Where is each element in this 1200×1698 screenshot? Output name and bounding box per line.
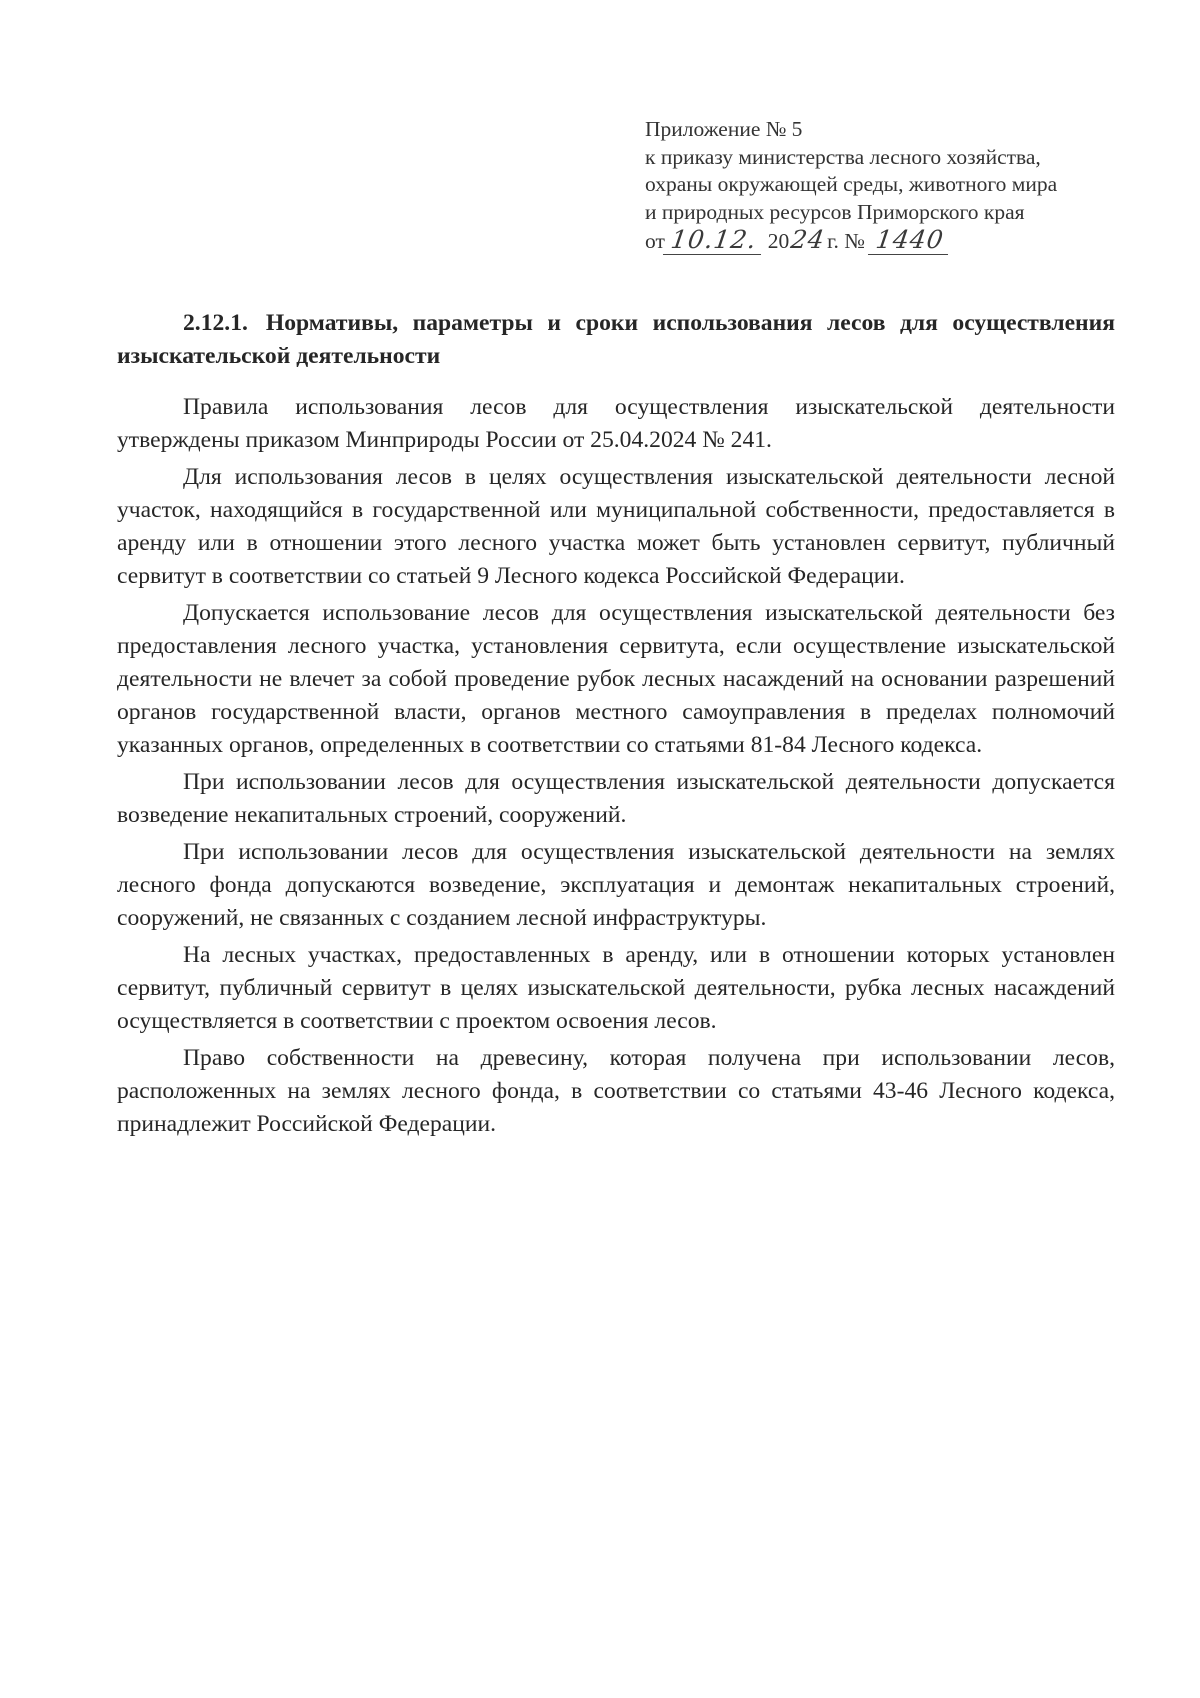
appendix-date-line <box>645 226 1145 256</box>
year-prefix: 20 <box>767 229 790 253</box>
paragraph: При использовании лесов для осуществления изыскательской деятельности допускается возведение некапитальных строений, сооружений. <box>117 769 1115 828</box>
year-suffix: г. № <box>827 229 865 253</box>
handwritten-order-number: 1440 <box>868 226 952 255</box>
paragraph: Право собственности на древесину, которая получена при использовании лесов, расположенных на землях лесного фонда, в соответствии со статьями 43-46 Лесного кодекса, принадлежит Российской Федерации. <box>117 1045 1115 1137</box>
paragraph: Для использования лесов в целях осуществления изыскательской деятельности лесной участок, находящийся в государственной или муниципальной собственности, предоставляется в аренду или в отношении этого лесного участка может быть установлен сервитут, публичный сервитут в соответствии со статьей 9 Лесного кодекса Российской Федерации. <box>117 464 1115 589</box>
section-title: Нормативы, параметры и сроки использования лесов для осуществления изыскательской деятельности <box>117 310 1115 369</box>
date-prefix: от <box>645 229 665 253</box>
handwritten-year: 24 <box>789 225 828 254</box>
paragraph: При использовании лесов для осуществления изыскательской деятельности на землях лесного фонда допускаются возведение, эксплуатация и демонтаж некапитальных строений, сооружений, не связанных с созданием лесной инфраструктуры. <box>117 839 1115 931</box>
appendix-header <box>645 116 1145 256</box>
appendix-title: Приложение № 5 <box>645 117 803 141</box>
paragraph: Правила использования лесов для осуществления изыскательской деятельности утверждены приказом Минприроды России от 25.04.2024 № 241. <box>117 394 1115 453</box>
paragraph: Допускается использование лесов для осуществления изыскательской деятельности без предоставления лесного участка, установления сервитута, если осуществление изыскательской деятельности не влечет за собой проведение рубок лесных насаждений на основании разрешений органов государственной власти, органов местного самоуправления в пределах полномочий указанных органов, определенных в соответствии со статьями 81-84 Лесного кодекса. <box>117 600 1115 758</box>
document-body <box>117 307 1115 1145</box>
appendix-order-line-2: охраны окружающей среды, животного мира <box>645 172 1058 196</box>
appendix-order-line-3: и природных ресурсов Приморского края <box>645 199 1025 224</box>
section-heading <box>117 307 1115 373</box>
paragraph: На лесных участках, предоставленных в аренду, или в отношении которых установлен сервитут, публичный сервитут в целях изыскательской деятельности, рубка лесных насаждений осуществляется в соответствии с проектом освоения лесов. <box>117 942 1115 1034</box>
handwritten-date: 10.12. <box>663 226 765 255</box>
section-number: 2.12.1. <box>183 310 248 336</box>
appendix-order-line-1: к приказу министерства лесного хозяйства, <box>645 144 1041 169</box>
